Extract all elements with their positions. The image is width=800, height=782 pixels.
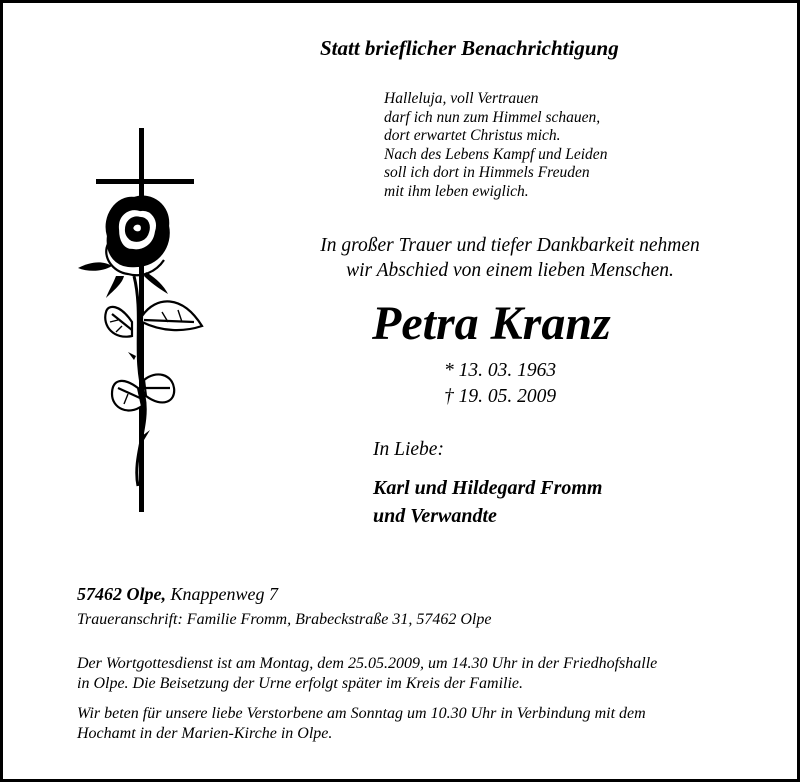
address-city: 57462 Olpe,: [77, 584, 166, 604]
deceased-name: Petra Kranz: [372, 297, 611, 350]
mourners: [373, 474, 603, 530]
life-dates: [444, 358, 556, 410]
header-title: Statt brieflicher Benachrichtigung: [320, 36, 619, 60]
notice-line: Wir beten für unsere liebe Verstorbene am Sonntag um 10.30 Uhr in Verbindung mit dem: [77, 705, 646, 722]
mourner-line: und Verwandte: [373, 505, 497, 527]
poem: [384, 90, 607, 202]
birth-date: * 13. 03. 1963: [444, 360, 557, 381]
poem-line: Nach des Lebens Kampf und Leiden: [384, 145, 608, 163]
mourning-line: In großer Trauer und tiefer Dankbarkeit nehmen: [320, 235, 700, 256]
poem-line: darf ich nun zum Himmel schauen,: [384, 108, 601, 126]
poem-line: mit ihm leben ewiglich.: [384, 182, 529, 200]
death-date: † 19. 05. 2009: [444, 386, 557, 407]
mourning-statement: [230, 233, 790, 283]
notice-line: in Olpe. Die Beisetzung der Urne erfolgt später im Kreis der Familie.: [77, 675, 524, 692]
mourning-line: wir Abschied von einem lieben Menschen.: [346, 260, 674, 281]
mourner-line: Karl und Hildegard Fromm: [373, 477, 603, 499]
poem-line: dort erwartet Christus mich.: [384, 127, 561, 145]
address: [77, 584, 278, 605]
notice-line: Der Wortgottesdienst ist am Montag, dem 25.05.2009, um 14.30 Uhr in der Friedhofshalle: [77, 655, 658, 672]
in-love-label: In Liebe:: [373, 439, 444, 460]
mourning-address: Traueranschrift: Familie Fromm, Brabeckstraße 31, 57462 Olpe: [77, 611, 492, 628]
cross-with-rose-icon: [72, 126, 208, 516]
poem-line: soll ich dort in Himmels Freuden: [384, 164, 590, 182]
mass-notice: [77, 704, 777, 744]
address-street: Knappenweg 7: [170, 584, 278, 604]
service-notice: [77, 654, 777, 694]
notice-line: Hochamt in der Marien-Kirche in Olpe.: [77, 725, 333, 742]
poem-line: Halleluja, voll Vertrauen: [384, 90, 539, 107]
